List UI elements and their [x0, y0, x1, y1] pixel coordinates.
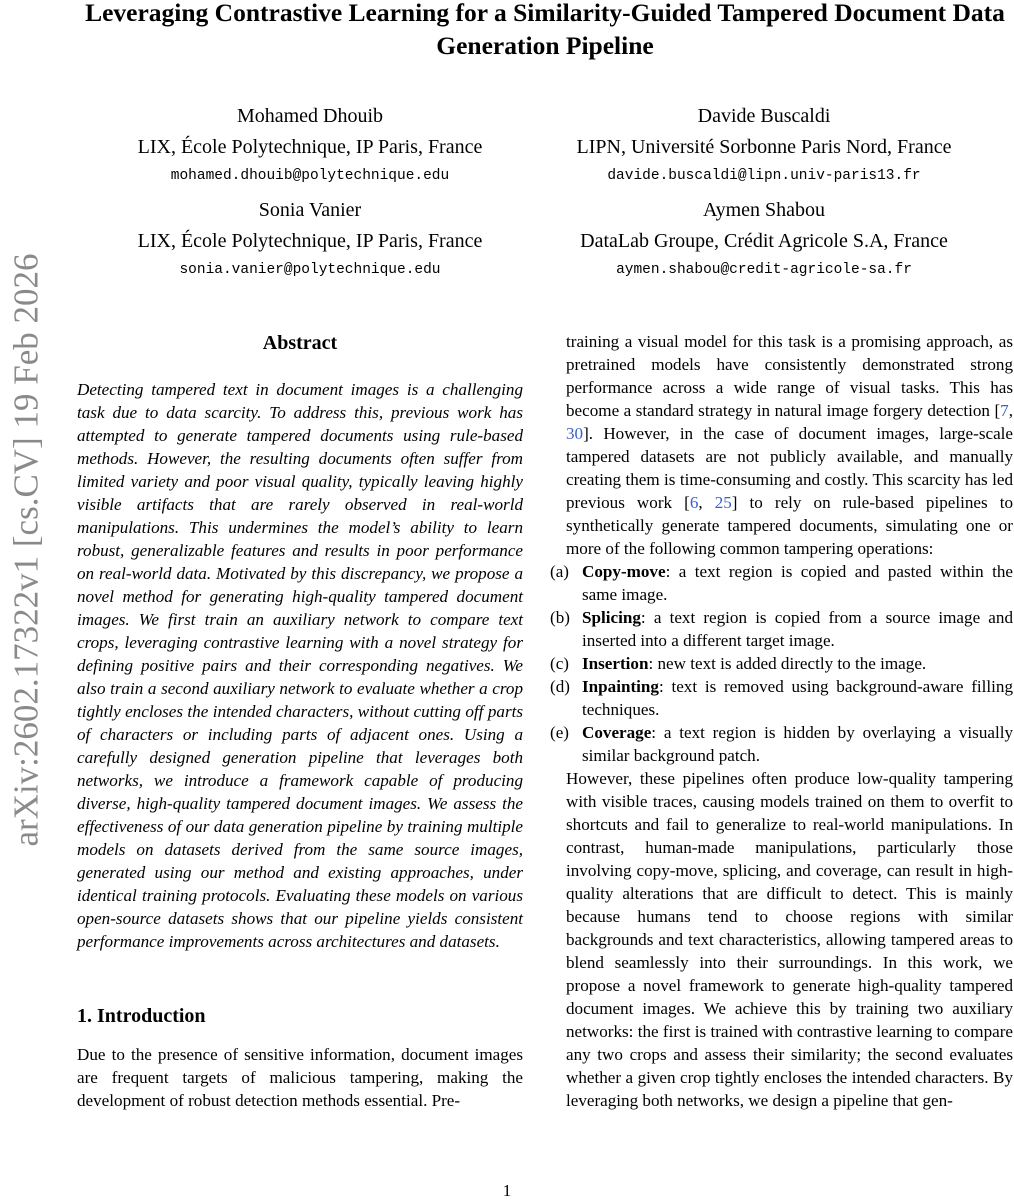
introduction-paragraph-2: However, these pipelines often produce low-quality tampering with visible traces, causing models trained on them to overfit to shortcuts and fail to generalize to real-world manipulations. In contrast, human-made manipulations, particularly those involving copy-move, splicing, and coverage, can result in high-quality alterations that are difficult to detect. This is mainly because humans tend to choose regions with similar backgrounds and text characteristics, allowing tampered areas to blend seamlessly into their surroundings. In this work, we propose a novel framework to generate high-quality tampered document images. We achieve this by training two auxiliary networks: the first is trained with contrastive learning to compare any two crops and assess their similarity; the second evaluates whether a given crop tightly encloses the intended characters. By leveraging both networks, we design a pipeline that gen- [566, 769, 1013, 1110]
paper-title: Leveraging Contrastive Learning for a Similarity-Guided Tampered Document Data Generation Pipeline [85, 0, 1005, 60]
citation-link[interactable]: 6 [689, 493, 699, 512]
author-name: Aymen Shabou [702, 199, 826, 221]
citation-separator: , [1008, 401, 1013, 420]
operation-name: Copy-move [582, 562, 666, 581]
author-affiliation: LIX, École Polytechnique, IP Paris, France [137, 230, 483, 252]
author-name: Mohamed Dhouib [236, 105, 384, 127]
operation-description: : text is removed using background-aware filling techniques. [582, 677, 1013, 719]
author-email: aymen.shabou@credit-agricole-sa.fr [616, 262, 912, 278]
author-affiliation: LIPN, Université Sorbonne Paris Nord, France [576, 136, 952, 158]
author-name: Davide Buscaldi [697, 105, 831, 127]
list-item [550, 652, 1013, 675]
intro-text-segment: ] to rely on rule-based pipelines to synthetically generate tampered documents, simulating one or more of the following common tampering operations: [566, 493, 1014, 558]
tampering-operations-list [550, 560, 1013, 767]
list-item-tag: (a) [550, 562, 569, 581]
introduction-heading: 1. Introduction [77, 1005, 206, 1027]
list-item-tag: (d) [550, 677, 570, 696]
introduction-text-left: Due to the presence of sensitive information, document images are frequent targets of malicious tampering, making the development of robust detection methods essential. Pre- [77, 1045, 523, 1110]
operation-name: Splicing [582, 608, 641, 627]
list-item [550, 606, 1013, 652]
citation-link[interactable]: 7 [1000, 401, 1009, 420]
abstract-heading: Abstract [262, 332, 338, 354]
list-item [550, 560, 1013, 606]
author-block-1 [100, 101, 520, 189]
operation-name: Inpainting [582, 677, 659, 696]
introduction-paragraph-1 [566, 330, 1013, 560]
operation-description: : new text is added directly to the image. [648, 654, 927, 673]
citation-link[interactable]: 30 [566, 424, 584, 443]
abstract-text: Detecting tampered text in document images is a challenging task due to data scarcity. To address this, previous work has attempted to generate tampered documents using rule-based methods. However, the resulting documents often suffer from limited variety and poor visual quality, typically leaving highly visible artifacts that are rarely observed in real-world manipulations. This undermines the model’s ability to learn robust, generalizable features and results in poor performance on real-world data. Motivated by this discrepancy, we propose a novel method for generating high-quality tampered document images. We first train an auxiliary network to compare text crops, leveraging contrastive learning with a novel strategy for defining positive pairs and their corresponding negatives. We also train a second auxiliary network to evaluate whether a crop tightly encloses the intended characters, without cutting off parts of characters or including parts of adjacent ones. Using a carefully designed generation pipeline that leverages both networks, we introduce a framework capable of producing diverse, high-quality tampered document images. We assess the effectiveness of our data generation pipeline by training multiple models on datasets derived from the same source images, generated using our method and existing approaches, under identical training protocols. Evaluating these models on various open-source datasets shows that our pipeline yields consistent performance improvements across architectures and datasets. [77, 380, 523, 951]
author-block-2 [548, 101, 980, 189]
right-column [550, 330, 1014, 1112]
list-item [550, 675, 1013, 721]
operation-description: : a text region is copied and pasted within the same image. [582, 562, 1013, 604]
arxiv-identifier [4, 220, 48, 880]
author-block-3 [100, 195, 520, 283]
operation-description: : a text region is hidden by overlaying a visually similar background patch. [582, 723, 1013, 765]
author-email: davide.buscaldi@lipn.univ-paris13.fr [607, 168, 921, 184]
author-block-4 [548, 195, 980, 283]
operation-description: : a text region is copied from a source image and inserted into a different target image. [582, 608, 1013, 650]
list-item [550, 721, 1013, 767]
citation-link[interactable]: 25 [714, 493, 732, 512]
operation-name: Insertion [582, 654, 649, 673]
citation-separator: , [698, 493, 715, 512]
author-email: sonia.vanier@polytechnique.edu [179, 262, 441, 278]
list-item-tag: (e) [550, 723, 569, 742]
arxiv-identifier-text: arXiv:2602.17322v1 [cs.CV] 19 Feb 2026 [6, 253, 46, 847]
author-affiliation: LIX, École Polytechnique, IP Paris, France [137, 136, 483, 158]
intro-text-segment: training a visual model for this task is a promising approach, as pretrained models have consistently demonstrated strong performance across a wide range of visual tasks. This has become a standard strategy in natural image forgery detection [ [566, 332, 1013, 420]
left-column [77, 330, 523, 1112]
author-email: mohamed.dhouib@polytechnique.edu [170, 168, 450, 184]
list-item-tag: (b) [550, 608, 570, 627]
author-name: Sonia Vanier [258, 199, 362, 221]
author-affiliation: DataLab Groupe, Crédit Agricole S.A, France [580, 230, 948, 252]
operation-name: Coverage [582, 723, 652, 742]
page-number: 1 [502, 1181, 512, 1200]
intro-text-segment: ]. However, in the case of document images, large-scale tampered datasets are not publicly available, and manually creating them is time-consuming and costly. This scarcity has led previous work [ [566, 424, 1013, 512]
list-item-tag: (c) [550, 654, 569, 673]
